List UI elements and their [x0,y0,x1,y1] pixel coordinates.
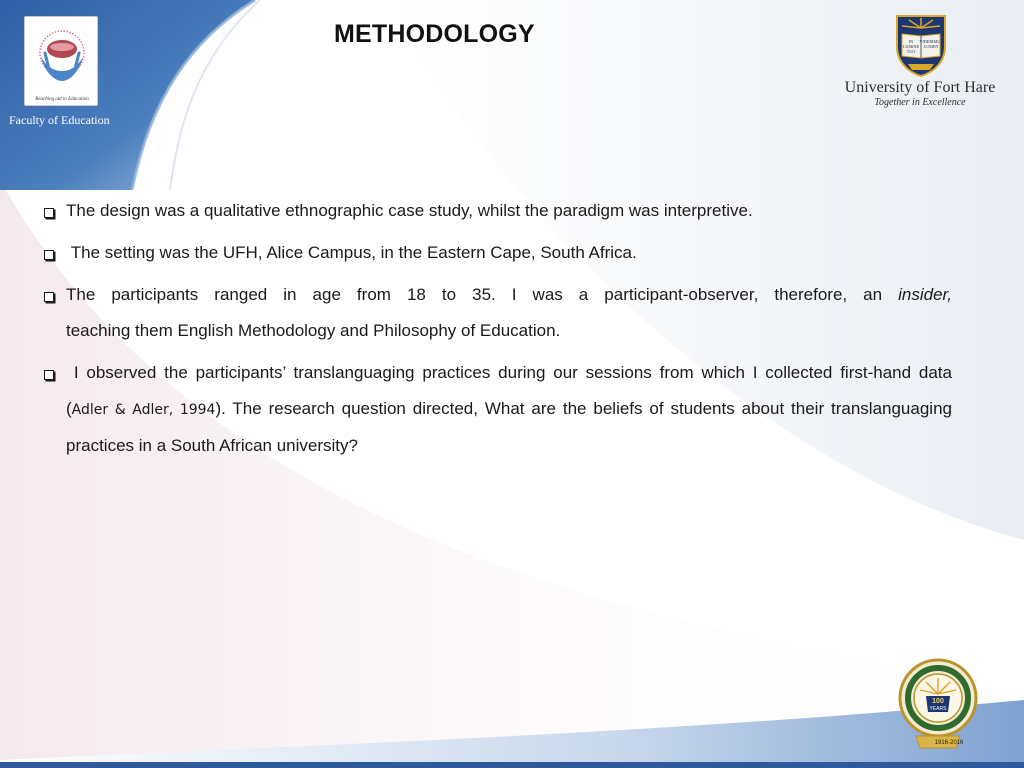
bullet-line: teaching them English Methodology and Philosophy of Education. [66,321,561,340]
faculty-emblem-icon [25,17,99,97]
bullet-text-part: ). The research question directed, What are the beliefs of students about their translanguaging practices in a South African university? [66,399,952,455]
bullet-text [66,277,952,349]
checkbox-bullet-icon [44,292,54,302]
checkbox-bullet-icon [44,250,54,260]
checkbox-bullet-icon [44,370,54,380]
university-crest-icon [894,12,948,78]
crest-book-text-2: LUMINE [902,44,920,49]
bullet-setting [44,244,952,271]
crest-book-text-1: IN [908,39,914,44]
slide-title: METHODOLOGY [334,20,535,48]
bullet-text-part: I observed the participants’ translanguaging practices during our sessions from which I collected first-hand data ( [66,363,952,418]
bullet-text [66,235,952,271]
bullet-participants [44,286,952,349]
insider-emphasis: insider, [898,285,952,304]
bullet-text: The design was a qualitative ethnographic case study, whilst the paradigm was interpretive. [66,201,753,220]
centenary-seal-icon [896,654,980,754]
crest-book-text-4: VIDEBIMUS [919,39,943,44]
bullet-list [44,202,952,464]
crest-book-text-3: TUO [906,49,916,54]
seal-center-subtext: YEARS [929,706,947,712]
bullet-line [66,277,952,313]
bullet-text-part: The participants ranged in age from 18 to 35. I was a participant-observer, therefore, an [66,285,883,304]
bullet-design [44,202,952,229]
bullet-text [66,355,952,464]
seal-center-text: 100 [932,698,944,705]
faculty-logo [24,16,98,106]
bullet-text-setting: The setting was the UFH, Alice Campus, in the Eastern Cape, South Africa. [70,243,637,262]
bullet-observation [44,364,952,464]
citation: Adler & Adler, 1994 [71,402,216,418]
university-name: University of Fort Hare [844,79,996,96]
checkbox-bullet-icon [44,208,54,218]
seal-band-text: 1916-2016 [934,740,964,746]
crest-book-text-5: LUMEN [923,44,939,49]
faculty-tagline: Reaching out to Education [35,97,89,102]
university-motto: Together in Excellence [874,97,966,108]
faculty-label: Faculty of Education [9,113,110,127]
